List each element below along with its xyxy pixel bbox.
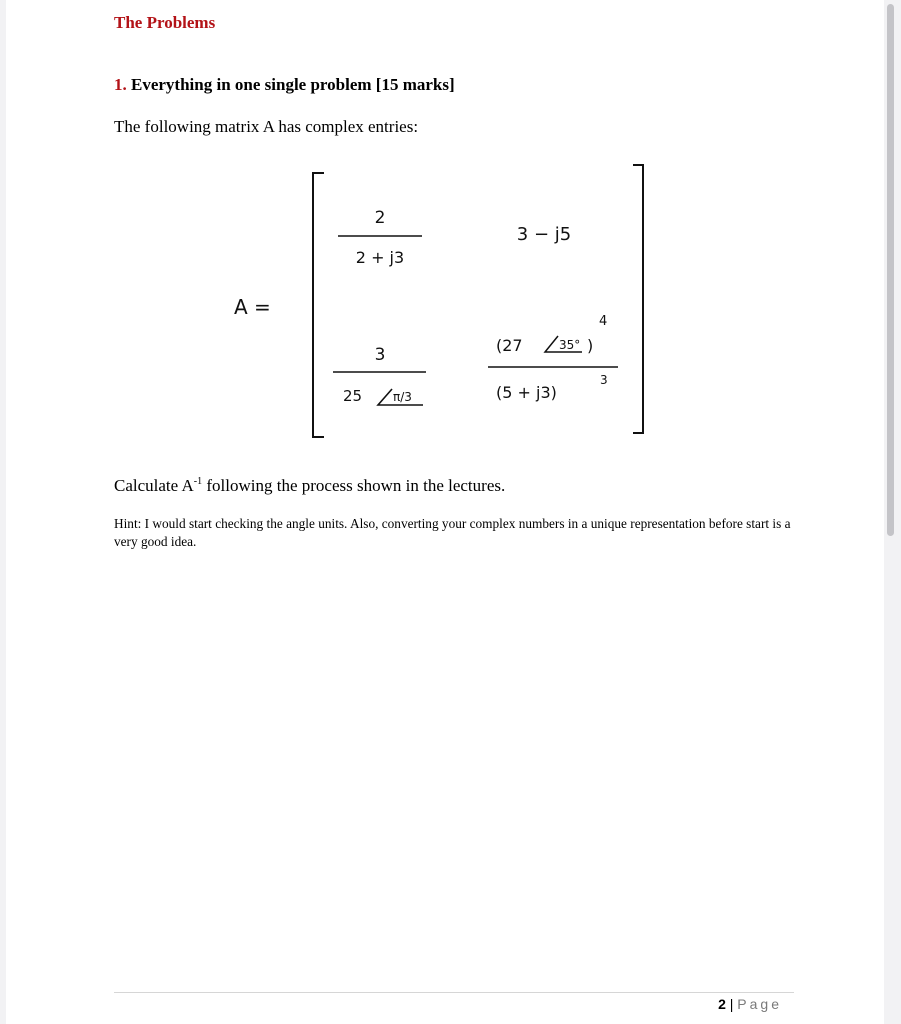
problem-heading (114, 75, 455, 95)
matrix-figure (206, 155, 656, 445)
scrollbar-thumb[interactable] (887, 4, 894, 536)
a22-num-angle: 35° (559, 338, 581, 352)
a21-numerator: 3 (374, 345, 386, 365)
problem-title: Everything in one single problem [15 marks] (131, 75, 455, 94)
a21-magnitude: 25 (343, 387, 363, 405)
document-page (6, 0, 894, 1024)
hint-text: Hint: I would start checking the angle units. Also, converting your complex numbers in a unique representation before start is a very good idea. (114, 516, 791, 549)
entry-a12: 3 − j5 (516, 224, 572, 245)
page-number: 2 (718, 996, 726, 1012)
inverse-superscript: -1 (193, 476, 203, 487)
right-bracket (633, 165, 643, 433)
page-word: Page (737, 996, 782, 1012)
calc-after: following the process shown in the lectures. (202, 476, 506, 495)
intro-text: The following matrix A has complex entries: (114, 117, 419, 136)
a22-den-exponent: 3 (600, 373, 608, 387)
calculate-instruction (114, 476, 505, 496)
entry-a22 (488, 314, 618, 402)
problem-number: 1. (114, 75, 127, 94)
left-bracket (313, 173, 324, 437)
a11-numerator: 2 (374, 208, 386, 228)
page-footer (718, 996, 782, 1012)
calc-before: Calculate A (114, 476, 194, 495)
a22-num-suffix: ) (587, 336, 594, 355)
footer-divider (114, 992, 794, 993)
a11-denominator: 2 + j3 (355, 248, 405, 267)
entry-a11 (338, 208, 422, 267)
matrix-label: A = (234, 295, 271, 319)
a22-num-exponent: 4 (599, 314, 608, 329)
entry-a21 (333, 345, 426, 405)
a22-den-base: (5 + j3) (496, 383, 557, 402)
footer-separator: | (729, 996, 734, 1012)
a22-num-prefix: (27 (496, 336, 523, 355)
matrix-svg (206, 155, 656, 445)
a21-angle: π/3 (393, 390, 412, 404)
section-title: The Problems (114, 13, 216, 32)
